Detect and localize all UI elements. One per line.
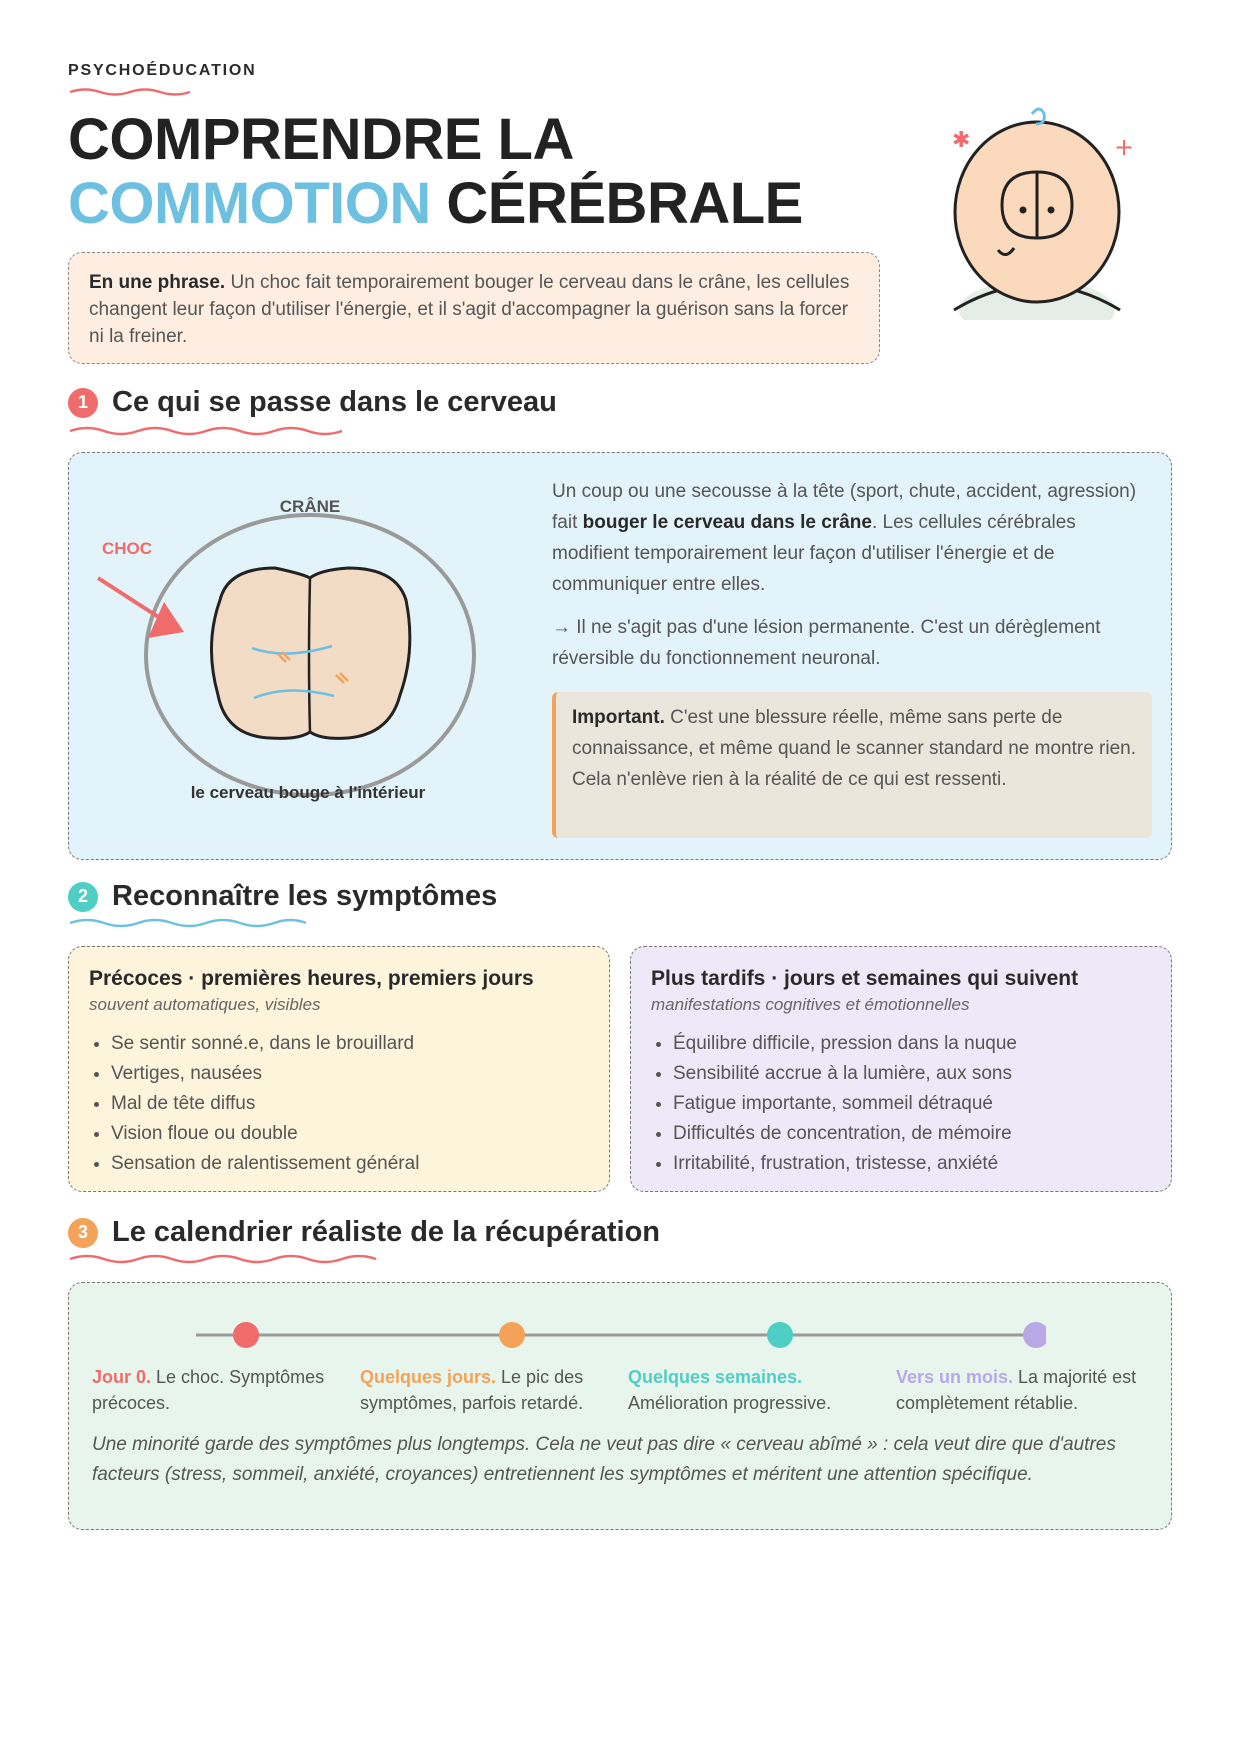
eyebrow-underline: [68, 86, 192, 98]
brain-paragraph-2: → Il ne s'agit pas d'une lésion permanente. C'est un dérèglement réversible du fonctionnement neuronal.: [552, 617, 1101, 669]
list-item: • Vision floue ou double: [111, 1119, 589, 1149]
late-title: Plus tardifs · jours et semaines qui suivent: [651, 967, 1079, 990]
list-item: • Équilibre difficile, pression dans la nuque: [673, 1029, 1151, 1059]
p1-before: Un coup ou une secousse à la tête (sport, chute, accident, agression) fait: [552, 481, 1137, 533]
early-symptoms-card: [68, 946, 610, 1192]
important-lead: Important.: [572, 707, 665, 728]
p1-bold: bouger le cerveau dans le crâne: [582, 512, 872, 533]
head-illustration-icon: [940, 100, 1140, 320]
brain-diagram: [90, 490, 510, 820]
milestone-text: Amélioration progressive.: [628, 1393, 832, 1413]
title-line-2: [68, 172, 803, 236]
timeline: [196, 1320, 1046, 1350]
section-2-title: Reconnaître les symptômes: [112, 880, 498, 912]
section-3-heading: [68, 1216, 660, 1249]
late-subtitle: manifestations cognitives et émotionnelles: [651, 995, 970, 1014]
impact-label: CHOC: [102, 539, 153, 558]
milestone-dot-weeks: [767, 1322, 793, 1348]
early-list: [89, 1029, 589, 1179]
milestone-text: Le pic des symptômes, parfois retardé.: [360, 1367, 584, 1413]
intro-text: Un choc fait temporairement bouger le cerveau dans le crâne, les cellules changent leur façon d'utiliser l'énergie, et il s'agit d'accompagner la guérison sans la forcer ni la freiner.: [89, 272, 850, 347]
milestone-month: [896, 1364, 1156, 1416]
section-1-title: Ce qui se passe dans le cerveau: [112, 386, 557, 418]
late-list: [651, 1029, 1151, 1179]
milestone-dot-day0: [233, 1322, 259, 1348]
list-item: • Vertiges, nausées: [111, 1059, 589, 1089]
brain-explanation: [552, 476, 1152, 686]
impact-arrow-icon: [148, 602, 184, 638]
intro-lead: En une phrase.: [89, 272, 226, 293]
section-1-underline: [68, 424, 350, 438]
list-item: • Mal de tête diffus: [111, 1089, 589, 1119]
skull-label: CRÂNE: [279, 497, 341, 516]
early-title: Précoces · premières heures, premiers jours: [89, 967, 534, 990]
p1-after: . Les cellules cérébrales modifient temporairement leur façon d'utiliser l'énergie et de communiquer entre elles.: [552, 512, 1076, 595]
milestone-dot-days: [499, 1322, 525, 1348]
brain-paragraph-1: [552, 476, 1152, 600]
list-item: • Se sentir sonné.e, dans le brouillard: [111, 1029, 589, 1059]
title-line-1: COMPRENDRE LA: [68, 107, 574, 172]
list-item: • Irritabilité, frustration, tristesse, anxiété: [673, 1149, 1151, 1179]
milestone-label: Quelques jours.: [360, 1367, 497, 1387]
milestone-days: [360, 1364, 620, 1416]
section-3-number: 3: [68, 1218, 98, 1248]
section-2-heading: [68, 880, 497, 913]
title-rest: CÉRÉBRALE: [430, 171, 803, 236]
section-1-number: 1: [68, 388, 98, 418]
late-symptoms-card: [630, 946, 1172, 1192]
svg-text:✱: ✱: [952, 128, 971, 153]
milestone-day0: [92, 1364, 352, 1416]
eyebrow: PSYCHOÉDUCATION: [68, 62, 257, 79]
page-title: [68, 108, 803, 236]
svg-text:+: +: [1114, 133, 1135, 161]
section-2-number: 2: [68, 882, 98, 912]
important-callout: [552, 692, 1152, 838]
list-item: • Fatigue importante, sommeil détraqué: [673, 1089, 1151, 1119]
milestone-label: Jour 0.: [92, 1367, 152, 1387]
early-subtitle: souvent automatiques, visibles: [89, 995, 321, 1014]
milestone-text: La majorité est complètement rétablie.: [896, 1367, 1137, 1413]
section-1-heading: [68, 386, 557, 419]
milestone-label: Vers un mois.: [896, 1367, 1014, 1387]
milestone-weeks: [628, 1364, 888, 1416]
section-3-title: Le calendrier réaliste de la récupération: [112, 1216, 661, 1248]
important-text: C'est une blessure réelle, même sans perte de connaissance, et même quand le scanner standard ne montre rien. Cela n'enlève rien à la réalité de ce qui est ressenti.: [572, 707, 1136, 790]
intro-summary: [68, 252, 880, 364]
milestone-dot-month: [1023, 1322, 1046, 1348]
title-accent: COMMOTION: [68, 171, 431, 236]
list-item: • Difficultés de concentration, de mémoire: [673, 1119, 1151, 1149]
brain-caption: le cerveau bouge à l'intérieur: [190, 783, 426, 802]
list-item: • Sensibilité accrue à la lumière, aux sons: [673, 1059, 1151, 1089]
milestone-label: Quelques semaines.: [628, 1367, 803, 1387]
section-3-underline: [68, 1252, 380, 1266]
recovery-note: Une minorité garde des symptômes plus longtemps. Cela ne veut pas dire « cerveau abîmé » : cela veut dire que d'autres facteurs (stress, sommeil, anxiété, croyances) entretiennent les symptômes et méritent une attention spécifique.: [92, 1434, 1116, 1485]
list-item: • Sensation de ralentissement général: [111, 1149, 589, 1179]
section-2-underline: [68, 916, 308, 930]
milestone-text: Le choc. Symptômes précoces.: [92, 1367, 325, 1413]
